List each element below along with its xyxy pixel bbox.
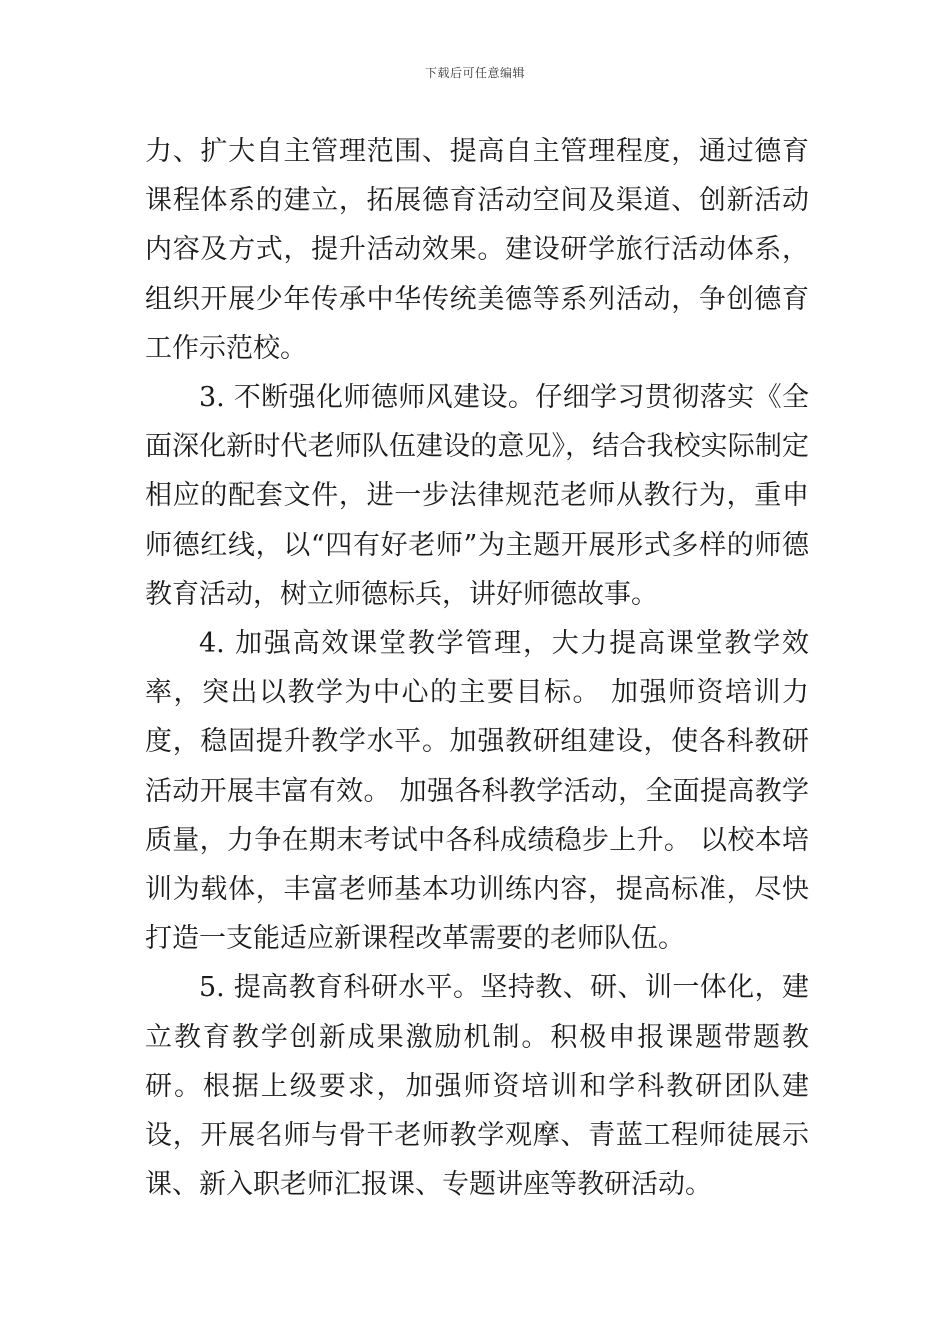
document-body: [145, 127, 809, 1209]
paragraph-item-4: 4. 加强高效课堂教学管理，大力提高课堂教学效率，突出以教学为中心的主要目标。 加强师资培训力度，稳固提升教学水平。加强教研组建设，使各科教研活动开展丰富有效。 加强各科教学活动，全面提高教学质量，力争在期末考试中各科成绩稳步上升。 以校本培训为载体，丰富老师基本功训练内容，提高标准，尽快打造一支能适应新课程改革需要的老师队伍。: [145, 628, 809, 955]
paragraph-continuation: 力、扩大自主管理范围、提高自主管理程度，通过德育课程体系的建立，拓展德育活动空间及渠道、创新活动内容及方式，提升活动效果。建设研学旅行活动体系，组织开展少年传承中华传统美德等系列活动，争创德育工作示范校。: [145, 136, 809, 364]
paragraph-item-3: 3. 不断强化师德师风建设。仔细学习贯彻落实《全面深化新时代老师队伍建设的意见》，结合我校实际制定相应的配套文件，进一步法律规范老师从教行为，重申师德红线，以“四有好老师”为主题开展形式多样的师德教育活动，树立师德标兵，讲好师德故事。: [145, 382, 809, 610]
paragraph-item-5: 5. 提高教育科研水平。坚持教、研、训一体化，建立教育教学创新成果激励机制。积极申报课题带题教研。根据上级要求，加强师资培训和学科教研团队建设，开展名师与骨干老师教学观摩、青蓝工程师徒展示课、新入职老师汇报课、专题讲座等教研活动。: [145, 972, 809, 1201]
page-header: 下载后可任意编辑: [424, 66, 525, 80]
